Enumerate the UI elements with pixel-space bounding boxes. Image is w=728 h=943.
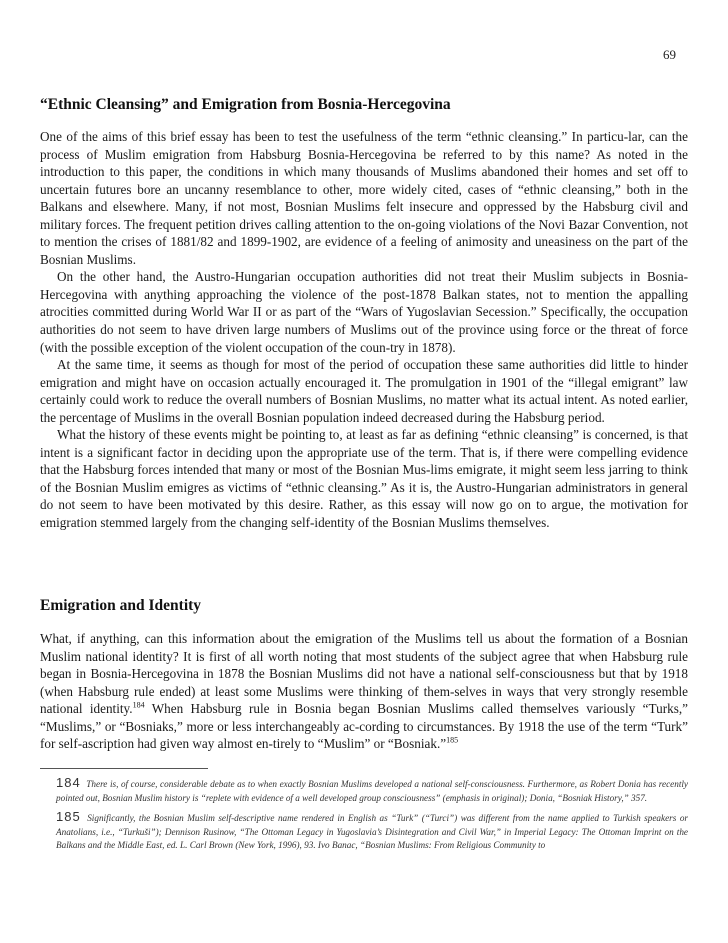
- footnote-ref-185[interactable]: 185: [446, 735, 459, 745]
- paragraph: On the other hand, the Austro-Hungarian occupation authorities did not treat their Muslim subjects in Bosnia-Hercegovina with anything approaching the violence of the post-1878 Balkan states, not to mention the appalling atrocities committed during World War II or as part of the “Wars of Yugoslavian Secession.” Specifically, the occupation authorities do not seem to have driven large numbers of Muslims out of the province using force or the threat of force (with the possible exception of the violent occupation of the coun-try in 1878).: [40, 269, 688, 355]
- footnote-number: 184: [56, 775, 81, 790]
- footnote-number: 185: [56, 809, 81, 825]
- footnote-text: Significantly, the Bosnian Muslim self-descriptive name rendered in English as “Turk” (“Turci”) was different from the name applied to Turkish speakers or Anatolians, i.e., “Turkuši”); Dennison Rusinow, “The Ottoman Legacy in Yugoslavia’s Disintegration and Civil War,” in Imperial Legacy: The Ottoman Imprint on the Balkans and the Middle East, ed. L. Carl Brown (New York, 1996), 93. Ivo Banac, “Bosnian Muslims: From Religious Community to: [56, 813, 688, 851]
- section-body-ethnic-cleansing: [40, 128, 688, 532]
- paragraph: At the same time, it seems as though for most of the period of occupation these same authorities did little to hinder emigration and might have on occasion actually encouraged it. The promulgation in 1901 of the “illegal emigrant” law certainly could work to reduce the overall numbers of Bosnian Muslims, no matter what its actual intent. As noted earlier, the percentage of Muslims in the overall Bosnian population indeed decreased during the Habsburg period.: [40, 357, 688, 425]
- paragraph: One of the aims of this brief essay has been to test the usefulness of the term “ethnic cleansing.” In particu-lar, can the process of Muslim emigration from Habsburg Bosnia-Hercegovina be referred to by this name? As noted in the introduction to this paper, the conditions in which many thousands of Muslims abandoned their homes and set off to uncertain futures bore an uncanny resemblance to other, more widely cited, cases of “ethnic cleansing,” both in the Balkans and elsewhere. Many, if not most, Bosnian Muslims felt insecure and oppressed by the Habsburg civil and military forces. The frequent petition drives calling attention to the on-going violations of the Novi Bazar Convention, not to mention the crises of 1881/82 and 1899-1902, are evidence of a feeling of animosity and uneasiness on the part of the Bosnian Muslims.: [40, 129, 688, 267]
- section-body-emigration-identity: [40, 630, 688, 753]
- paragraph: What the history of these events might be pointing to, at least as far as defining “ethnic cleansing” is concerned, is that intent is a significant factor in deciding upon the appropriate use of the term. That is, if there were compelling evidence that the Habsburg forces intended that many or most of the Bosnian Mus-lims emigrate, it might seem less jarring to think of the Bosnian Muslim emigres as victims of “ethnic cleansing.” As it is, the Austro-Hungarian administrators in general do not seem to have been motivated by this desire. Rather, as this essay will now go on to argue, the motivation for emigration stemmed largely from the changing self-identity of the Bosnian Muslims themselves.: [40, 427, 688, 531]
- footnote-text: There is, of course, considerable debate as to when exactly Bosnian Muslims developed a national self-consciousness. Furthermore, as Robert Donia has recently pointed out, Bosnian Muslim history is “replete with evidence of a well developed group consciousness” (emphasis in original); Donia, “Bosniak History,” 357.: [56, 779, 688, 803]
- page-number: 69: [663, 47, 676, 62]
- footnote-divider: [40, 768, 208, 769]
- footnotes: [56, 776, 688, 858]
- footnote-ref-184[interactable]: 184: [132, 700, 145, 710]
- paragraph-text: What, if anything, can this information about the emigration of the Muslims tell us about the formation of a Bosnian Muslim national identity? It is first of all worth noting that most students of the subject agree that when Habsburg rule began in Bosnia-Hercegovina in 1878 the Bosnian Muslims did not have a national self-consciousness but that by 1918 (when Habsburg rule ended) at least some Muslims were thinking of them-selves in ways that very strongly resemble national identity.: [40, 631, 688, 717]
- paragraph: [40, 630, 688, 753]
- footnote-184: [56, 776, 688, 805]
- footnote-185: [56, 810, 688, 853]
- section-heading-emigration-identity: Emigration and Identity: [40, 597, 202, 614]
- section-heading-ethnic-cleansing: “Ethnic Cleansing” and Emigration from Bosnia-Hercegovina: [40, 96, 451, 113]
- paragraph-text: When Habsburg rule in Bosnia began Bosnian Muslims called themselves variously “Turks,” “Muslims,” or “Bosniaks,” more or less interchangeably ac-cording to circumstances. By 1918 the use of the term “Turk” for self-ascription had given way almost en-tirely to “Muslim” or “Bosniak.”: [40, 701, 688, 752]
